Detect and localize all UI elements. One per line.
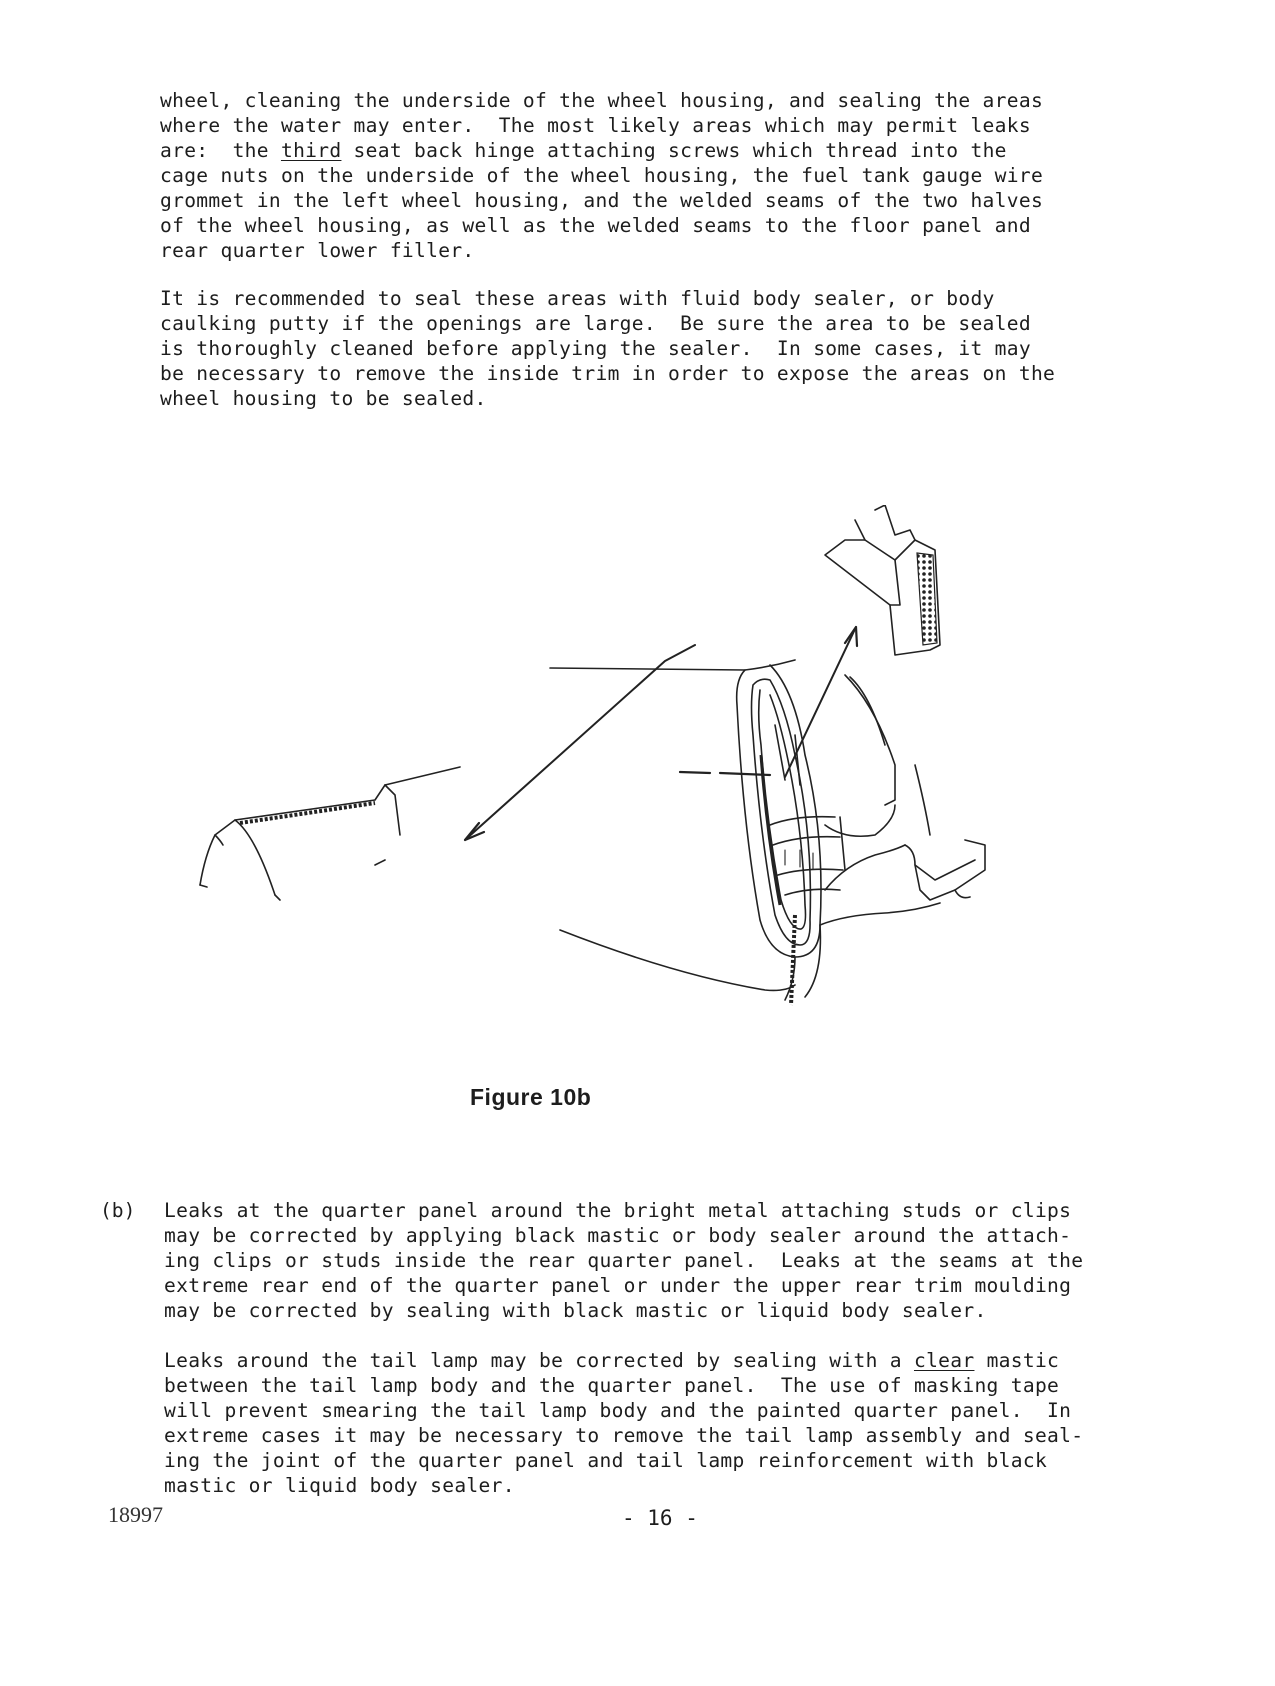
document-number: 18997 [108, 1502, 163, 1527]
item-label-b: (b) [100, 1199, 136, 1222]
body-paragraph-2: It is recommended to seal these areas with fluid body sealer, or body caulking putty if the openings are large. Be sure the area to be sealed is thoroughly cleaned before applying the sealer. In some cases, it may be necessary to remove the inside trim in order to expose the areas on the wheel housing to be sealed. [160, 287, 1056, 410]
item-b-paragraph: Leaks at the quarter panel around the bright metal attaching studs or clips may be corrected by applying black mastic or body sealer around the attach- ing clips or studs inside the rear quarter panel. Leaks at the seams at the extreme rear end of the quarter panel or under the upper rear trim moulding may be corrected by sealing with black mastic or liquid body sealer. [164, 1199, 1084, 1322]
tail-lamp-paragraph: Leaks around the tail lamp may be corrected by sealing with a clear mastic between the tail lamp body and the quarter panel. The use of masking tape will prevent smearing the tail lamp body and the painted quarter panel. In extreme cases it may be necessary to remove the tail lamp assembly and seal- ing the joint of the quarter panel and tail lamp reinforcement with black mastic or liquid body sealer. [164, 1349, 1084, 1497]
body-paragraph-1: wheel, cleaning the underside of the wheel housing, and sealing the areas where the water may enter. The most likely areas which may permit leaks are: the third seat back hinge attaching screws which thread into the cage nuts on the underside of the wheel housing, the fuel tank gauge wire grommet in the left wheel housing, and the welded seams of the two halves of the wheel housing, as well as the welded seams to the floor panel and rear quarter lower filler. [160, 89, 1044, 262]
page-number: - 16 - [622, 1506, 698, 1530]
underlined-word-third: third [280, 139, 342, 162]
figure-10b-illustration [195, 505, 1095, 1065]
figure-caption: Figure 10b [470, 1084, 592, 1110]
underlined-word-clear: clear [913, 1349, 975, 1372]
